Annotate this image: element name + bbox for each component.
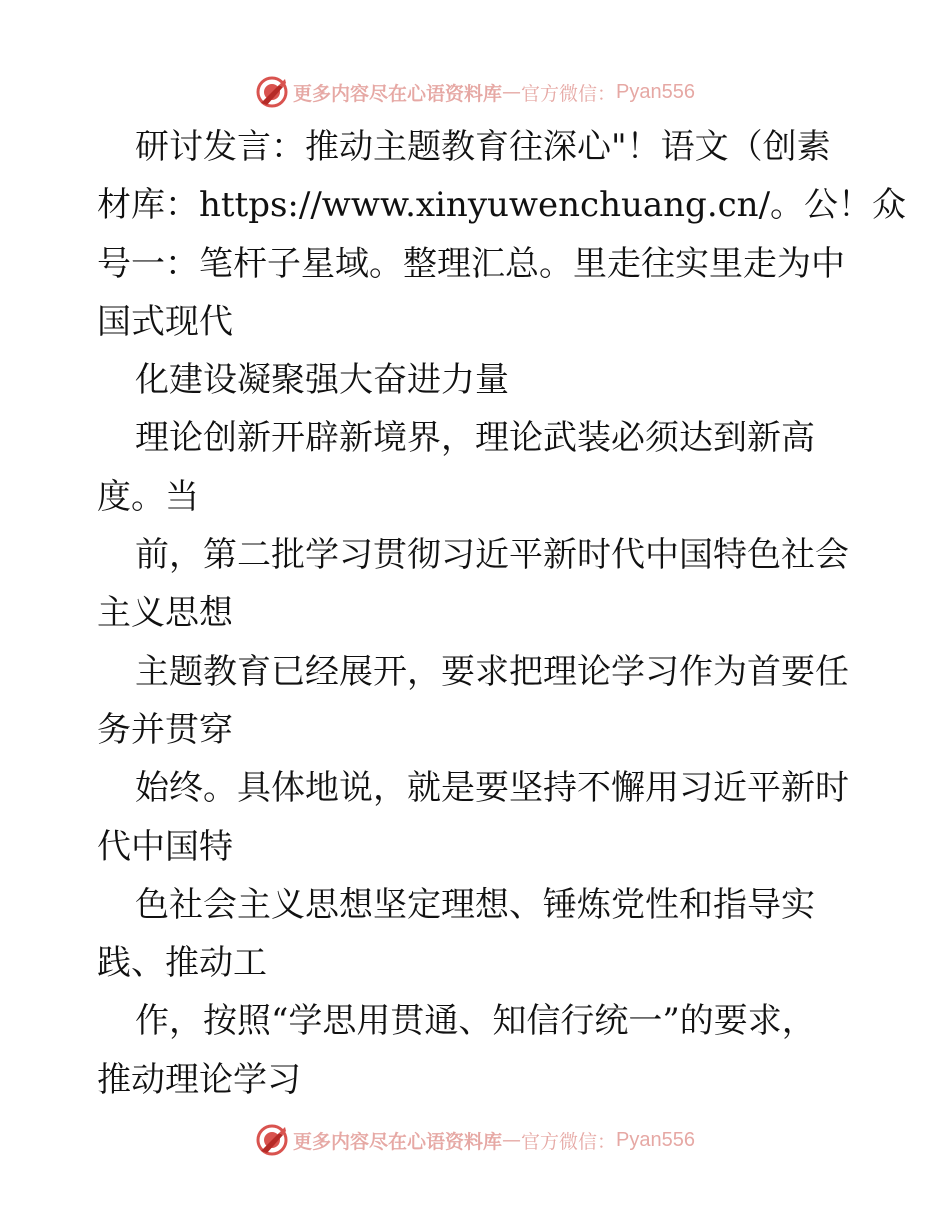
header-banner [0,72,950,112]
text-line: 践、推动工 [97,943,267,984]
text-line: 始终。具体地说，就是要坚持不懈用习近平新时 [135,768,849,809]
text-line: 前，第二批学习贯彻习近平新时代中国特色社会 [135,535,849,576]
text-line: 主题教育已经展开，要求把理论学习作为首要任 [135,651,849,692]
text-line: 务并贯穿 [97,709,233,750]
text-line: 号一：笔杆子星域。整理汇总。里走往实里走为中 [97,243,845,284]
footer-separator: — [502,1129,522,1151]
pen-logo-icon [255,75,289,109]
text-line: 度。当 [97,476,199,517]
text-line: 推动理论学习 [97,1059,301,1100]
footer-wechat-label: 官方微信： [521,1130,617,1153]
text-line: 国式现代 [97,301,233,342]
text-line: 作，按照“学思用贯通、知信行统一”的要求， [135,1001,816,1042]
footer-banner [0,1120,950,1160]
header-wechat-id: Pyan556 [616,80,695,103]
text-line: 材库：https://www.xinyuwenchuang.cn/。公！众 [97,185,907,226]
pen-logo-icon [255,1123,289,1157]
footer-wechat-id: Pyan556 [616,1128,695,1151]
text-line: 主义思想 [97,593,233,634]
text-line: 代中国特 [97,826,233,867]
header-separator: — [502,81,522,103]
header-wechat-label: 官方微信： [521,82,617,105]
document-body [97,118,907,1109]
text-line: 色社会主义思想坚定理想、锤炼党性和指导实 [135,884,815,925]
footer-main-text: 更多内容尽在心语资料库 [293,1130,503,1153]
text-line: 研讨发言：推动主题教育往深心"！语文（创素 [135,127,831,167]
text-line: 化建设凝聚强大奋进力量 [135,360,509,401]
text-line: 理论创新开辟新境界，理论武装必须达到新高 [135,418,815,459]
header-main-text: 更多内容尽在心语资料库 [293,82,503,105]
